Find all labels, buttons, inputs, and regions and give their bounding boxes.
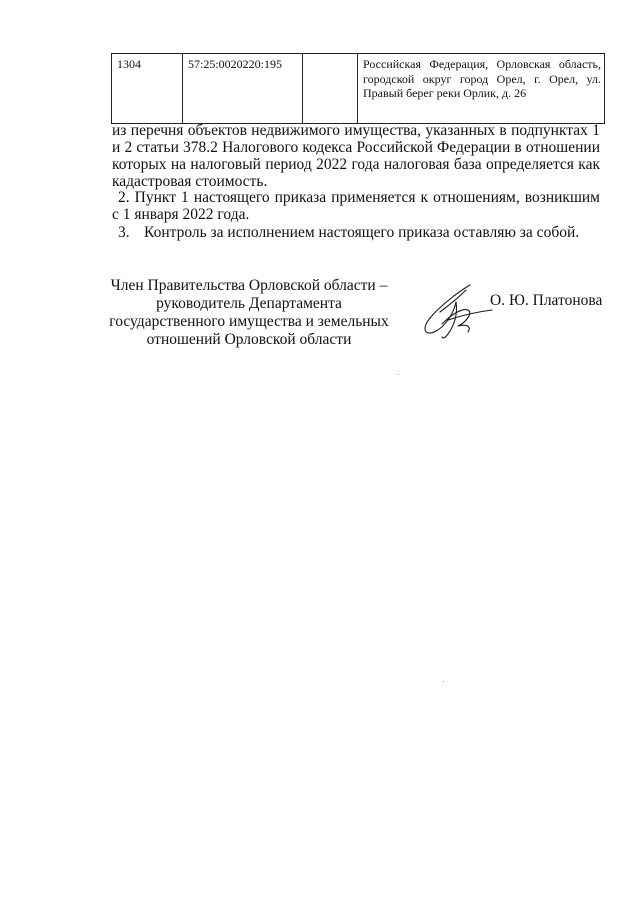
handwritten-signature: [418, 282, 496, 342]
position-line-3: государственного имущества и земельных: [109, 313, 389, 330]
position-line-2: руководитель Департамента: [156, 295, 342, 312]
scan-speck: [443, 681, 444, 682]
paragraph-3-text: Контроль за исполнением настоящего приказа оставляю за собой.: [144, 224, 580, 241]
signatory-position: [108, 277, 390, 349]
scan-speck: [398, 374, 399, 375]
paragraph-1-continuation: из перечня объектов недвижимого имущества, указанных в подпунктах 1 и 2 статьи 378.2 Налогового кодекса Российской Федерации в отношении которых на налоговый период 2022 года налоговая база определяется как кадастровая стоимость.: [112, 122, 600, 190]
address-cell: Российская Федерация, Орловская область, городской округ город Орел, г. Орел, ул. Правый берег реки Орлик, д. 26: [358, 54, 605, 124]
property-table: [111, 53, 605, 124]
cadastral-number-cell: 57:25:0020220:195: [183, 54, 303, 124]
paragraph-3-number: 3.: [118, 224, 130, 241]
position-line-1: Член Правительства Орловской области –: [110, 277, 388, 294]
table-row: [112, 54, 605, 124]
empty-cell: [303, 54, 358, 124]
signatory-name: О. Ю. Платонова: [490, 292, 603, 309]
paragraph-2: 2. Пункт 1 настоящего приказа применяется к отношениям, возникшим с 1 января 2022 года.: [112, 189, 600, 223]
position-line-4: отношений Орловской области: [146, 331, 352, 348]
row-number-cell: 1304: [112, 54, 183, 124]
paragraph-3: [118, 224, 600, 241]
